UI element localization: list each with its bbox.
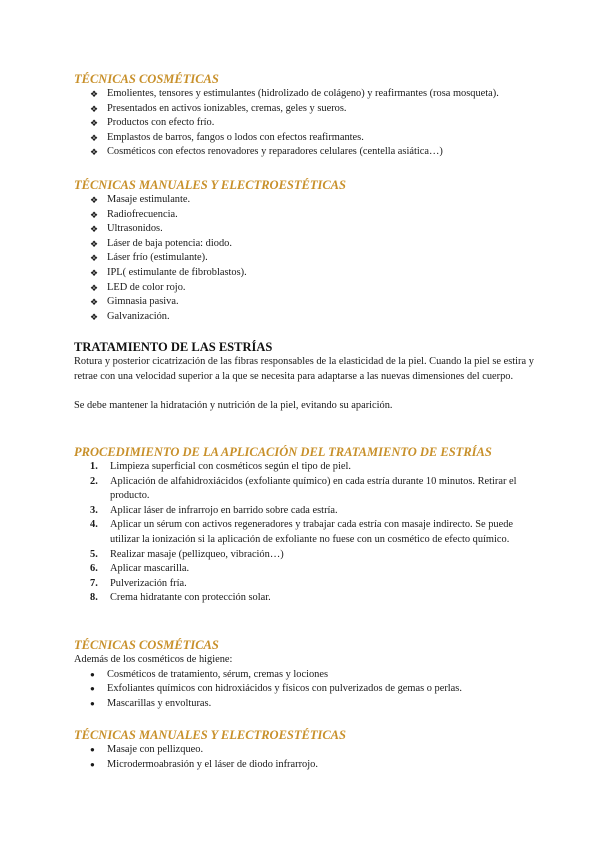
- bullet-icon: ❖: [90, 253, 99, 264]
- list-item-text: Radiofrecuencia.: [107, 208, 178, 220]
- list-item: [74, 682, 544, 697]
- list-item: [74, 295, 544, 310]
- procedure-step: [74, 460, 544, 475]
- step-number: 8.: [90, 592, 98, 604]
- list-item: [74, 281, 544, 296]
- step-text: Aplicación de alfahidroxiácidos (exfoliante químico) en cada estría durante 10 minutos. Retirar el producto.: [110, 475, 517, 502]
- procedure-step: [74, 562, 544, 577]
- bullet-list: [74, 87, 544, 160]
- intro-text: Además de los cosméticos de higiene:: [74, 654, 233, 665]
- bullet-icon: ❖: [90, 311, 99, 322]
- bullet-icon: ❖: [90, 118, 99, 129]
- bullet-icon: ❖: [90, 282, 99, 293]
- section-procedure: [74, 444, 544, 606]
- procedure-step: [74, 577, 544, 592]
- list-item-text: Láser frío (estimulante).: [107, 252, 208, 264]
- section-cosmetic-techniques-2: [74, 637, 544, 711]
- bullet-icon: ❖: [90, 89, 99, 99]
- section-heading: TÉCNICAS MANUALES Y ELECTROESTÉTICAS: [74, 178, 346, 192]
- list-item-text: Ultrasonidos.: [107, 223, 163, 235]
- section-manual-techniques-1: [74, 177, 544, 324]
- list-item-text: Mascarillas y envolturas.: [107, 697, 212, 709]
- bullet-icon: ●: [90, 698, 95, 708]
- list-item-text: Cosméticos de tratamiento, sérum, cremas y lociones: [107, 668, 329, 680]
- bullet-icon: ●: [90, 745, 95, 754]
- bullet-list: [74, 193, 544, 324]
- list-item: [74, 131, 544, 146]
- step-number: 5.: [90, 548, 98, 560]
- section-manual-techniques-2: [74, 727, 544, 772]
- list-item: [74, 237, 544, 252]
- section-heading: TÉCNICAS COSMÉTICAS: [74, 638, 219, 652]
- bullet-icon: ●: [90, 669, 95, 679]
- list-item: [74, 668, 544, 683]
- bullet-icon: ❖: [90, 209, 99, 220]
- list-item: [74, 208, 544, 223]
- list-item-text: Microdermoabrasión y el láser de diodo infrarrojo.: [107, 758, 318, 770]
- step-text: Aplicar láser de infrarrojo en barrido sobre cada estría.: [110, 504, 338, 516]
- procedure-step: [74, 475, 544, 504]
- bullet-icon: ❖: [90, 147, 99, 158]
- list-item-text: Productos con efecto frío.: [107, 117, 215, 129]
- list-item-text: Gimnasia pasiva.: [107, 296, 179, 308]
- step-text: Realizar masaje (pellizqueo, vibración…): [110, 548, 284, 560]
- list-item: [74, 222, 544, 237]
- step-number: 3.: [90, 504, 98, 516]
- bullet-icon: ❖: [90, 297, 99, 308]
- step-number: 4.: [90, 519, 98, 531]
- list-item: [74, 758, 544, 773]
- section-title: TRATAMIENTO DE LAS ESTRÍAS: [74, 340, 273, 354]
- step-text: Aplicar un sérum con activos regeneradores y trabajar cada estría con masaje indirecto. Se puede utilizar la ionización si la aplicación de exfoliante no fuese con un cosmético de efecto químico.: [110, 519, 514, 545]
- step-number: 2.: [90, 475, 98, 487]
- list-item-text: Exfoliantes químicos con hidroxiácidos y físicos con pulverizados de gemas o perlas.: [107, 683, 462, 695]
- bullet-icon: ❖: [90, 238, 99, 249]
- section-stretch-marks-treatment: [74, 339, 544, 413]
- bullet-icon: ❖: [90, 267, 99, 278]
- procedure-step: [74, 591, 544, 606]
- step-text: Crema hidratante con protección solar.: [110, 592, 271, 604]
- section-heading: TÉCNICAS MANUALES Y ELECTROESTÉTICAS: [74, 728, 346, 742]
- bullet-icon: ❖: [90, 132, 99, 143]
- bullet-icon: ●: [90, 759, 95, 769]
- section-heading: TÉCNICAS COSMÉTICAS: [74, 72, 219, 86]
- list-item: [74, 251, 544, 266]
- section-heading: PROCEDIMIENTO DE LA APLICACIÓN DEL TRATAMIENTO DE ESTRÍAS: [74, 445, 492, 459]
- step-text: Limpieza superficial con cosméticos según el tipo de piel.: [110, 461, 351, 472]
- list-item-text: Láser de baja potencia: diodo.: [107, 237, 232, 249]
- step-number: 7.: [90, 577, 98, 589]
- bullet-list: [74, 668, 544, 712]
- list-item-text: LED de color rojo.: [107, 281, 186, 293]
- list-item-text: Masaje estimulante.: [107, 194, 191, 205]
- list-item: [74, 697, 544, 712]
- list-item: [74, 145, 544, 160]
- step-number: 6.: [90, 563, 98, 575]
- step-number: 1.: [90, 461, 98, 472]
- list-item-text: Galvanización.: [107, 310, 170, 322]
- list-item: [74, 743, 544, 758]
- step-text: Pulverización fría.: [110, 577, 187, 589]
- numbered-list: [74, 460, 544, 606]
- list-item-text: Cosméticos con efectos renovadores y reparadores celulares (centella asiática…): [107, 146, 443, 158]
- paragraph-prevention: Se debe mantener la hidratación y nutrición de la piel, evitando su aparición.: [74, 399, 393, 411]
- bullet-icon: ●: [90, 684, 95, 694]
- list-item: [74, 266, 544, 281]
- list-item: [74, 102, 544, 117]
- step-text: Aplicar mascarilla.: [110, 563, 190, 575]
- section-cosmetic-techniques-1: [74, 71, 544, 160]
- procedure-step: [74, 548, 544, 563]
- bullet-icon: ❖: [90, 195, 99, 205]
- list-item: [74, 310, 544, 325]
- bullet-icon: ❖: [90, 224, 99, 235]
- list-item: [74, 87, 544, 102]
- procedure-step: [74, 518, 544, 547]
- procedure-step: [74, 504, 544, 519]
- bullet-icon: ❖: [90, 103, 99, 114]
- list-item-text: Presentados en activos ionizables, cremas, geles y sueros.: [107, 102, 347, 114]
- list-item-text: Emolientes, tensores y estimulantes (hidrolizado de colágeno) y reafirmantes (rosa mosqueta).: [107, 88, 499, 99]
- paragraph-definition: Rotura y posterior cicatrización de las fibras responsables de la elasticidad de la piel. Cuando la piel se estira y retrae con una velocidad superior a la que se necesita para adaptarse a las nuevas dimensiones del cuerpo.: [74, 356, 534, 382]
- list-item-text: Emplastos de barros, fangos o lodos con efectos reafirmantes.: [107, 131, 364, 143]
- list-item-text: IPL( estimulante de fibroblastos).: [107, 266, 247, 278]
- list-item: [74, 116, 544, 131]
- bullet-list: [74, 743, 544, 772]
- list-item-text: Masaje con pellizqueo.: [107, 744, 204, 755]
- list-item: [74, 193, 544, 208]
